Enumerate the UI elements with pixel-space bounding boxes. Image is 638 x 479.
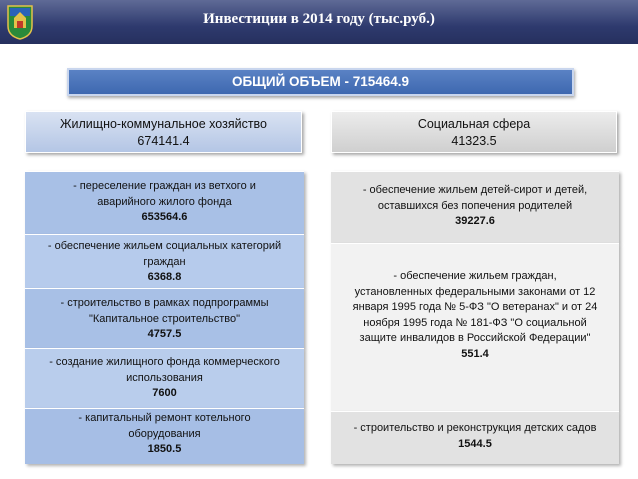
housing-category-value: 674141.4 <box>137 134 190 148</box>
item-value: 1544.5 <box>458 437 492 450</box>
social-items-list <box>331 171 619 464</box>
item-text: - переселение граждан из ветхого и <box>73 180 256 192</box>
item-text: оставшихся без попечения родителей <box>377 199 573 212</box>
item-text: - строительство и реконструкция детских садов <box>353 422 597 434</box>
item-text: граждан <box>143 255 186 268</box>
total-volume-banner: ОБЩИЙ ОБЪЕМ - 715464.9 <box>67 68 574 96</box>
housing-category-header <box>25 111 302 153</box>
item-text: - обеспечение жильем социальных категорий <box>47 240 282 252</box>
item-text: "Капитальное строительство" <box>88 312 241 325</box>
item-text: использования <box>126 371 203 384</box>
item-text: - капитальный ремонт котельного <box>78 412 251 424</box>
housing-item-commercial-fund <box>25 348 304 408</box>
item-value: 551.4 <box>461 347 489 360</box>
item-text: - строительство в рамках подпрограммы <box>60 297 269 309</box>
social-category-value: 41323.5 <box>451 134 497 148</box>
item-text: - обеспечение жильем детей-сирот и детей, <box>362 184 588 196</box>
item-text: установленных федеральными законами от 12 <box>354 285 596 298</box>
item-text: оборудования <box>128 427 201 440</box>
social-category-title: Социальная сфера <box>417 117 531 131</box>
housing-item-social-categories <box>25 234 304 288</box>
social-item-veterans-disabled <box>331 243 619 411</box>
item-value: 653564.6 <box>141 211 188 223</box>
housing-item-capital-construction <box>25 288 304 348</box>
item-value: 4757.5 <box>147 328 182 340</box>
page-title: Инвестиции в 2014 году (тыс.руб.) <box>203 11 435 27</box>
housing-item-boiler-repair <box>25 408 304 464</box>
housing-category-title: Жилищно-коммунальное хозяйство <box>59 117 267 131</box>
item-text: аварийного жилого фонда <box>97 195 232 208</box>
social-item-kindergartens <box>331 411 619 464</box>
housing-items-list <box>25 171 304 464</box>
item-value: 39227.6 <box>455 215 495 227</box>
item-text: - обеспечение жильем граждан, <box>393 270 557 282</box>
item-value: 1850.5 <box>147 443 182 455</box>
item-text: защите инвалидов в Российской Федерации" <box>359 332 591 344</box>
item-text: января 1995 года № 5-ФЗ "О ветеранах" и от 24 <box>352 301 598 313</box>
header-bar <box>0 0 638 44</box>
item-value: 7600 <box>152 387 177 399</box>
item-value: 6368.8 <box>147 271 182 283</box>
social-category-header <box>331 111 617 153</box>
item-text: - создание жилищного фонда коммерческого <box>49 356 280 368</box>
social-item-orphans <box>331 171 619 243</box>
item-text: ноября 1995 года № 181-ФЗ "О социальной <box>363 316 587 329</box>
housing-item-resettlement <box>25 171 304 234</box>
